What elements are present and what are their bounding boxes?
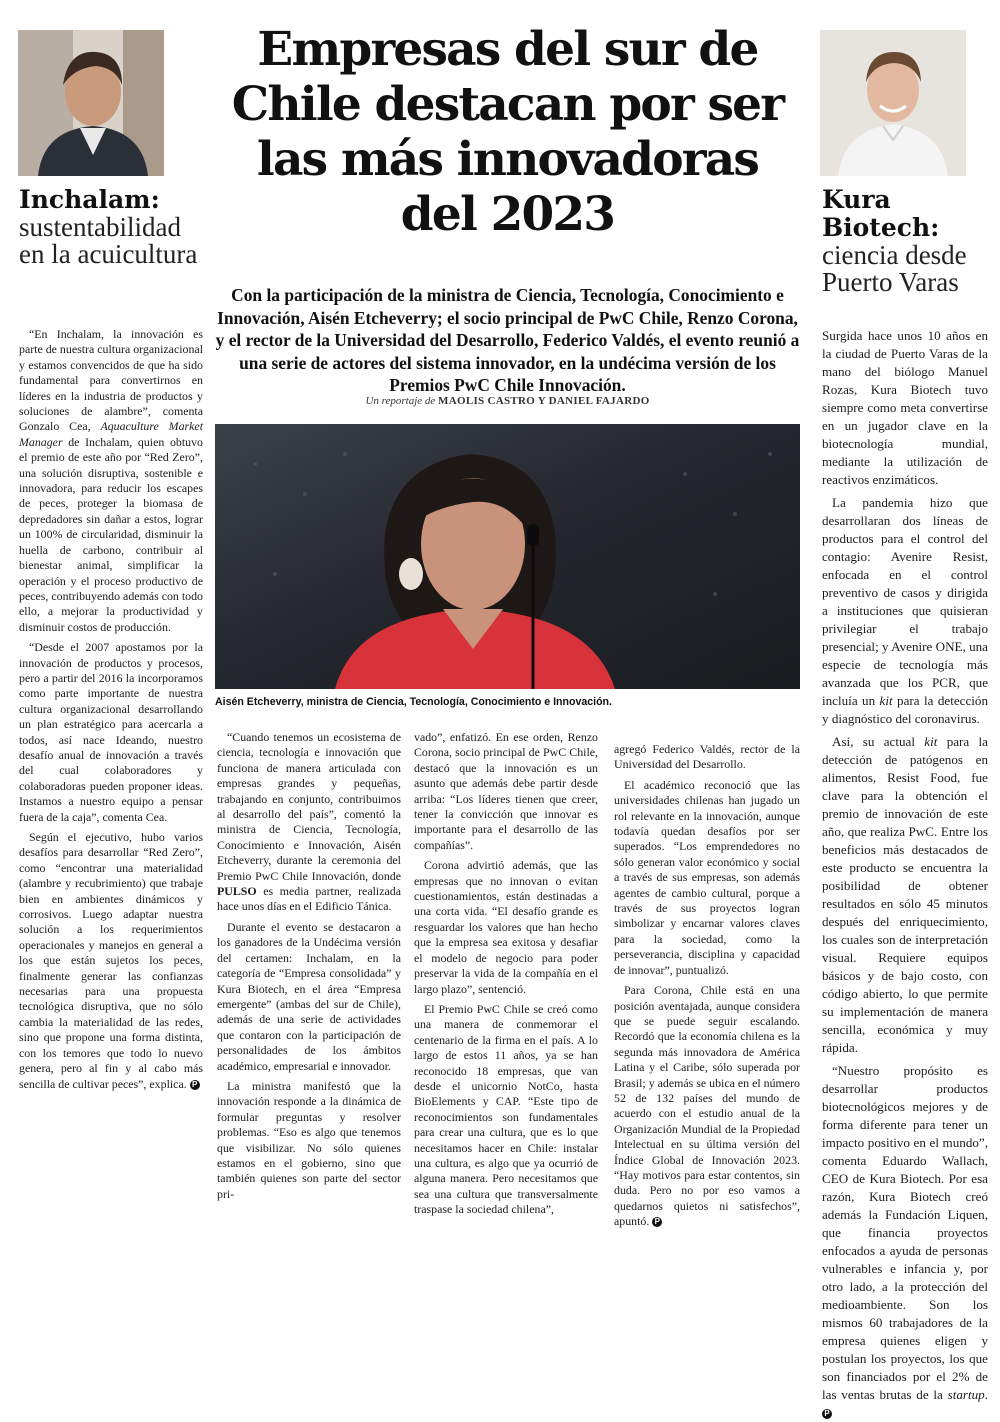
body-paragraph: La ministra manifestó que la innovación responde a la dinámica de formular preguntas y resolver problemas. “Eso es algo que tenemos que visibilizar. No sólo quienes estamos en el gobierno, sino que también quienes son parte del sector pri- [217,1078,401,1201]
byline-prefix: Un reportaje de [365,395,436,407]
body-column-2 [414,730,598,1230]
portrait-gonzalo-cea [18,30,164,176]
body-paragraph: Para Corona, Chile está en una posición aventajada, aunque considera que se puede seguir escalando. Recordó que la economía chilena es la segunda más innovadora de América Latina y el Caribe, sólo superada por Brasil; y además se ubica en el número 52 de 132 países del mundo de acuerdo con el estudio anual de la Organización Mundial de la Propiedad Intelectual en su última versión del Índice Global de Innovación 2023. “Hay motivos para estar contentos, sin duda. Pero no por eso vamos a quedarnos quietos ni satisfechos”, apuntó. P [614,983,800,1229]
left-feature-company: Inchalam: [19,185,160,214]
left-feature-body [19,327,203,1232]
right-feature-paragraph: Surgida hace unos 10 años en la ciudad de Puerto Varas de la mano del biólogo Manuel Rozas, Kura Biotech tuvo siempre como meta convertirse en un jugador clave en la biotecnología mundial, mediante la utilización de reactivos enzimáticos. [822,328,988,487]
right-feature-paragraph: “Nuestro propósito es desarrollar productos biotecnológicos mejores y de forma diferente para tener un impacto positivo en el mundo”, comenta Eduardo Wallach, CEO de Kura Biotech. Por esa razón, Kura Biotech creó además la Fundación Liquen, que financia proyectos enfocados a ayuda de personas vulnerables e infancia y, por otro lado, a la protección del medioambiente. Son los mismos 60 trabajadores de la empresa quienes eligen y postulan los proyectos, los que son financiados por el 2% de las ventas brutas de la startup. P [822,1063,988,1418]
end-mark-icon: P [652,1217,662,1227]
body-paragraph: Durante el evento se destacaron a los ganadores de la Undécima versión del certamen: Inchalam, en la categoría de “Empresa consolidada” y Kura Biotech, en el área “Empresa emergente” (ambas del sur de Chile), además de una serie de actividades que contaron con la participación de personalidades de los ámbitos académico, empresarial e innovador. [217,919,401,1073]
right-feature-subtitle: ciencia desde Puerto Varas [822,240,967,297]
end-mark-icon: P [822,1409,832,1419]
right-feature-paragraph: Así, su actual kit para la detección de patógenos en alimentos, Resist Food, fue clave para la obtención el premio de innovación de este año, que realiza PwC. Entre los beneficios más destacados de este producto se encuentra la posibilidad de obtener resultados en sólo 45 minutos después del enriquecimiento, los cuales son de interpretación visual. Requiere equipos básicos y de bajo costo, con código abierto, lo que permite su implementación de manera sencilla, económica y muy rápida. [822,734,988,1055]
headline: Empresas del sur de Chile destacan por ser las más innovadoras del 2023 [231,22,784,242]
body-paragraph: El Premio PwC Chile se creó como una manera de conmemorar el centenario de la firma en el país. A lo largo de estos 11 años, ya se han reconocido 18 empresas, que van desde el unicornio NotCo, hasta BioElements y CAP. “Este tipo de reconocimientos son fundamentales para crear una cultura, que es lo que necesitamos hacer en Chile: instalar una cultura, es algo que ya ocurrió de alguna manera. Pero necesitamos que sea una cultura que transversalmente traspase la sociedad chilena”, [414,1001,598,1217]
body-column-3 [614,742,800,1232]
left-feature-paragraph: “Desde el 2007 apostamos por la innovación de productos y procesos, pero a partir del 2016 la incorporamos como parte importante de nuestra cultura organizacional desarrollando un plan estratégico para acercarla a todos, así nace Ideando, nuestro desafío anual de innovación a través del cual colaboradores y colaboradoras pueden proponer ideas. Instamos a nuestro equipo a pensar fuera de la caja”, comenta Cea. [19,640,203,824]
left-feature-paragraph: Según el ejecutivo, hubo varios desafíos para desarrollar “Red Zero”, como “encontrar una materialidad (alambre y recubrimiento) que trabaje bien en ambientes dinámicos y corrosivos. Luego adaptar nuestra solución a los requerimientos operacionales y manejos en general a los que están sujetos los peces, finalmente generar las confianzas necesarias para una propuesta tecnológica disruptiva, que no sólo cambia la materialidad de las redes, sino que propone una forma distinta, con los temores que todo lo nuevo genera, pero al fin y al cabo más sencilla de cultivar peces”, explica. P [19,830,203,1091]
right-feature-body [822,327,988,1418]
byline [215,395,800,407]
main-photo [215,424,800,689]
photo-caption: Aisén Etcheverry, ministra de Ciencia, Tecnología, Conocimiento e Innovación. [215,696,612,708]
body-paragraph: Corona advirtió además, que las empresas que no innovan o evitan cuestionamientos, están destinadas a una corta vida. “El desafío grande es resguardar los valores que han hecho que la empresa sea exitosa y desafiar el modelo de negocio para poder preservar la vida de la compañía en el largo plazo”, sentenció. [414,858,598,996]
right-feature-title [822,186,992,296]
pulso-brand: PULSO [217,884,257,899]
right-feature-company: Kura Biotech: [822,185,940,242]
body-paragraph: “Cuando tenemos un ecosistema de ciencia, tecnología e innovación que funciona de manera articulada con empresas grandes y pequeñas, trabajando en conjunto, contribuimos al desarrollo del país”, comentó la ministra de Ciencia, Tecnología, Conocimiento e Innovación, Aisén Etcheverry, durante la ceremonia del Premio PwC Chile Innovación, donde PULSO es media partner, realizada hace unos días en el Edificio Tánica. [217,730,401,914]
portrait-eduardo-wallach [820,30,966,176]
lead-paragraph: Con la participación de la ministra de Ciencia, Tecnología, Conocimiento e Innovación, Aisén Etcheverry; el socio principal de PwC Chile, Renzo Corona, y el rector de la Universidad del Desarrollo, Federico Valdés, el evento reunió a una serie de actores del sistema innovador, en la undécima versión de los Premios PwC Chile Innovación. [215,285,800,395]
end-mark-icon: P [190,1080,200,1090]
body-column-1 [217,730,401,1230]
right-feature-paragraph: La pandemia hizo que desarrollaran dos líneas de productos para el control del contagio: Avenire Resist, enfocada en el control preventivo de casos y dirigida a instituciones que quisieran privilegiar el trabajo presencial; y Avenire ONE, una especie de tecnología más avanzada que los PCR, que incluía un kit para la detección y diagnóstico del coronavirus. [822,495,988,726]
left-feature-paragraph: “En Inchalam, la innovación es parte de nuestra cultura organizacional y estamos convencidos de que ha sido fundamental para convertirnos en líderes en la industria de productos y soluciones de alambre”, comenta Gonzalo Cea, Aquaculture Market Manager de Inchalam, quien obtuvo el premio de este año por “Red Zero”, una solución disruptiva, sostenible e innovadora, para reducir los escapes de peces, proteger la biomasa de depredadores sin dañar a estos, lograr un 100% de circularidad, disminuir la huella de carbono, contribuir al bienestar animal, simplificar la operación y el proceso productivo de peces, contribuyendo además con todo ello, a mejorar la productividad y disminuir costos de producción. [19,327,204,634]
body-paragraph: El académico reconoció que las universidades chilenas han jugado un rol relevante en la innovación, aunque todavía quedan desafíos por ser superados. “Los emprendedores no sólo generan valor económico y social a través de sus empresas, son además agentes de cambio cultural, porque a través de sus proyectos logran simbolizar y encarnar valores claves para la sociedad, como la perseverancia, disciplina y capacidad de innovar”, puntualizó. [614,777,800,977]
left-feature-title [19,186,204,268]
body-paragraph: vado”, enfatizó. En ese orden, Renzo Corona, socio principal de PwC Chile, destacó que la innovación es un asunto que además debe partir desde arriba: “Los líderes tienen que creer, tener la convicción que innovar es importante para el desarrollo de las compañías”. [414,730,598,852]
body-paragraph: agregó Federico Valdés, rector de la Universidad del Desarrollo. [614,742,800,772]
job-title-emphasis: Aquaculture Market Manager [19,419,204,449]
left-feature-subtitle: sustentabilidad en la acuicultura [19,212,198,269]
byline-authors: MAOLIS CASTRO Y DANIEL FAJARDO [438,395,650,407]
